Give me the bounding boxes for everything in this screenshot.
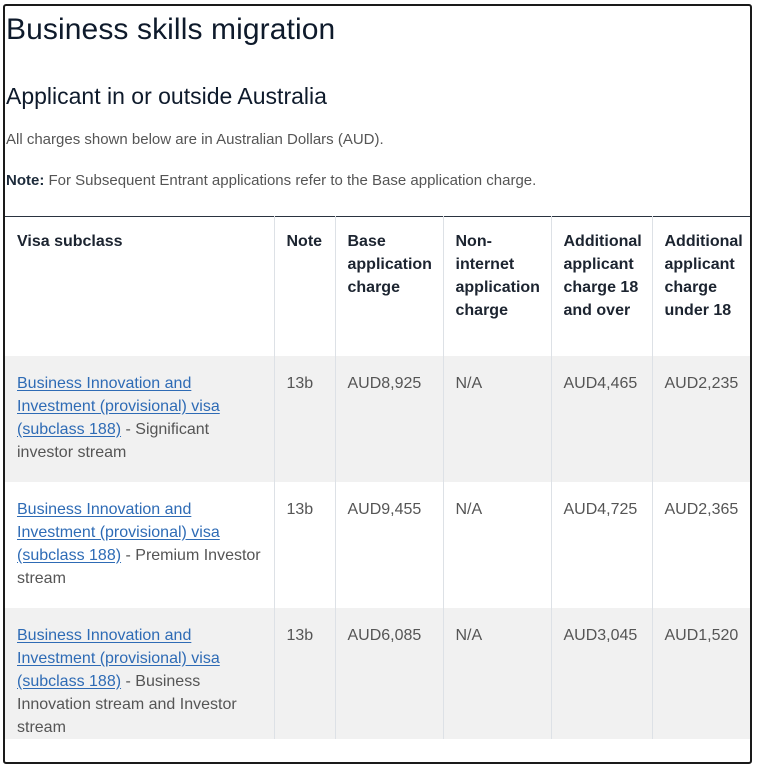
non-internet-charge-cell: N/A [443,608,551,739]
additional-under-18-cell: AUD2,235 [664,374,739,392]
additional-18-over-cell: AUD4,465 [551,356,652,482]
note-label: Note: [6,172,45,189]
additional-18-over-cell: AUD4,725 [551,482,652,608]
intro-text: All charges shown below are in Australian Dollars (AUD). [6,131,384,148]
base-charge-cell: AUD6,085 [335,608,443,739]
visa-subclass-188-link[interactable]: Business Innovation and Investment (provisional) visa (subclass 188) [17,374,220,438]
note-cell: 13b [274,482,335,608]
note-cell: 13b [274,356,335,482]
header-note: Note [274,217,335,356]
table-header-row [5,217,752,356]
visa-subclass-cell [5,356,274,482]
header-additional-under-18: Additional applicant charge under 18 [652,217,752,356]
additional-under-18-cell: AUD2,365 [664,500,739,518]
header-non-internet-charge: Non-internet application charge [443,217,551,356]
base-charge-cell: AUD8,925 [335,356,443,482]
non-internet-charge-cell: N/A [443,482,551,608]
additional-under-18-cell: AUD1,520 [664,626,739,644]
header-visa-subclass: Visa subclass [5,217,274,356]
header-additional-18-and-over: Additional applicant charge 18 and over [551,217,652,356]
section-heading: Applicant in or outside Australia [6,83,327,109]
charges-table [5,216,752,739]
non-internet-charge-cell: N/A [443,356,551,482]
visa-subclass-188-link[interactable]: Business Innovation and Investment (provisional) visa (subclass 188) [17,500,220,564]
table-row [5,608,752,739]
header-base-charge: Base application charge [335,217,443,356]
stream-name: - Business Innovation stream and Investor stream [17,672,237,736]
content-panel [3,4,752,764]
page-title: Business skills migration [6,13,336,46]
stream-name: - Significant investor stream [17,420,210,461]
visa-subclass-cell [5,608,274,739]
visa-subclass-cell [5,482,274,608]
table-row [5,482,752,608]
visa-subclass-188-link[interactable]: Business Innovation and Investment (provisional) visa (subclass 188) [17,626,220,690]
note-body: For Subsequent Entrant applications refer to the Base application charge. [44,172,537,189]
base-charge-cell: AUD9,455 [335,482,443,608]
additional-18-over-cell: AUD3,045 [551,608,652,739]
stream-name: - Premium Investor stream [17,546,261,587]
note-text [6,172,536,189]
table-row [5,356,752,482]
note-cell: 13b [274,608,335,739]
